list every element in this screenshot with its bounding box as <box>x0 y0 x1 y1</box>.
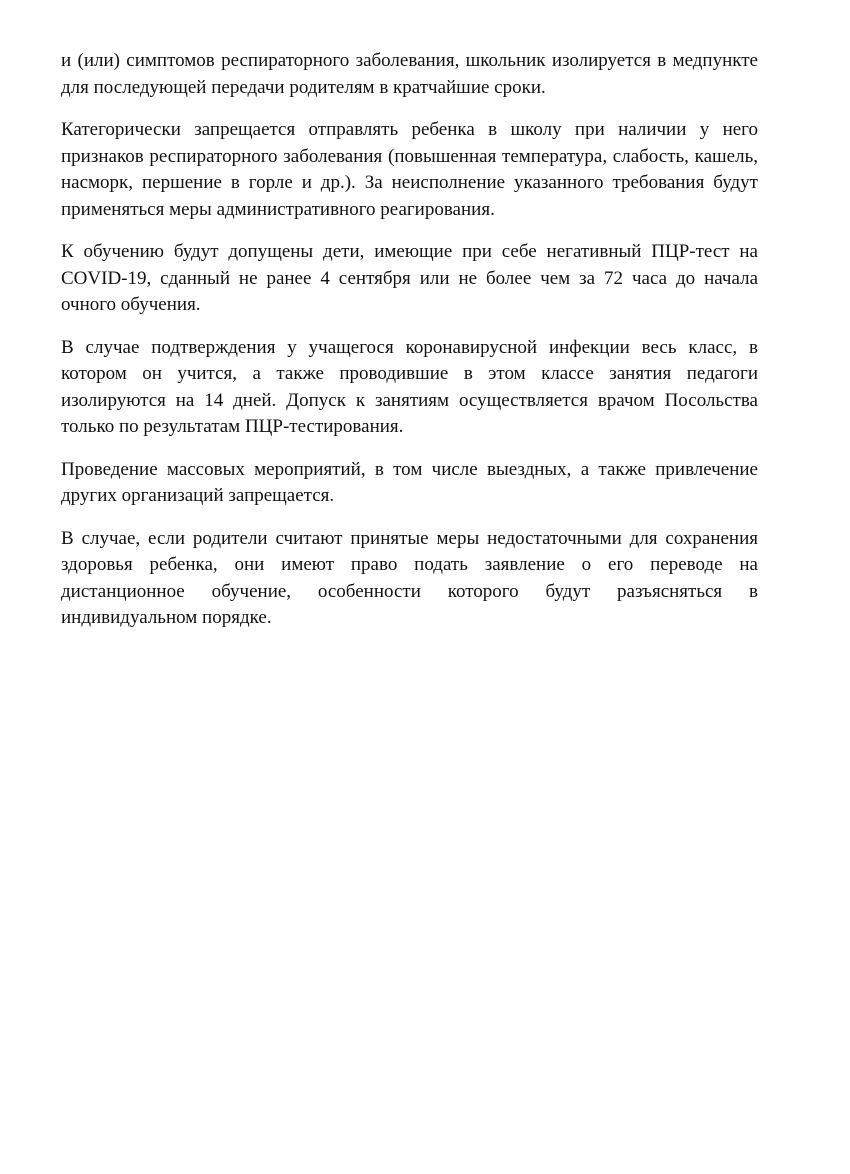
paragraph-distance-learning: В случае, если родители считают принятые меры недостаточными для сохранения здоровья ребенка, они имеют право подать заявление о его переводе на дистанционное обучение, особенности которого будут разъясняться в индивидуальном порядке. <box>61 527 758 628</box>
paragraph-pcr-test-admission: К обучению будут допущены дети, имеющие при себе негативный ПЦР-тест на COVID-19, сданный не ранее 4 сентября или не более чем за 72 часа до начала очного обучения. <box>61 241 758 315</box>
paragraph-mass-events-ban: Проведение массовых мероприятий, в том числе выездных, а также привлечение других организаций запрещается. <box>61 458 758 506</box>
document-body <box>61 48 758 648</box>
paragraph-isolation-continuation: и (или) симптомов респираторного заболевания, школьник изолируется в медпункте для последующей передачи родителям в кратчайшие сроки. <box>61 50 758 98</box>
paragraph-class-isolation: В случае подтверждения у учащегося коронавирусной инфекции весь класс, в котором он учится, а также проводившие в этом классе занятия педагоги изолируются на 14 дней. Допуск к занятиям осуществляется врачом Посольства только по результатам ПЦР-тестирования. <box>61 336 758 437</box>
paragraph-respiratory-prohibition: Категорически запрещается отправлять ребенка в школу при наличии у него признаков респираторного заболевания (повышенная температура, слабость, кашель, насморк, першение в горле и др.). За неисполнение указанного требования будут применяться меры административного реагирования. <box>61 119 758 220</box>
